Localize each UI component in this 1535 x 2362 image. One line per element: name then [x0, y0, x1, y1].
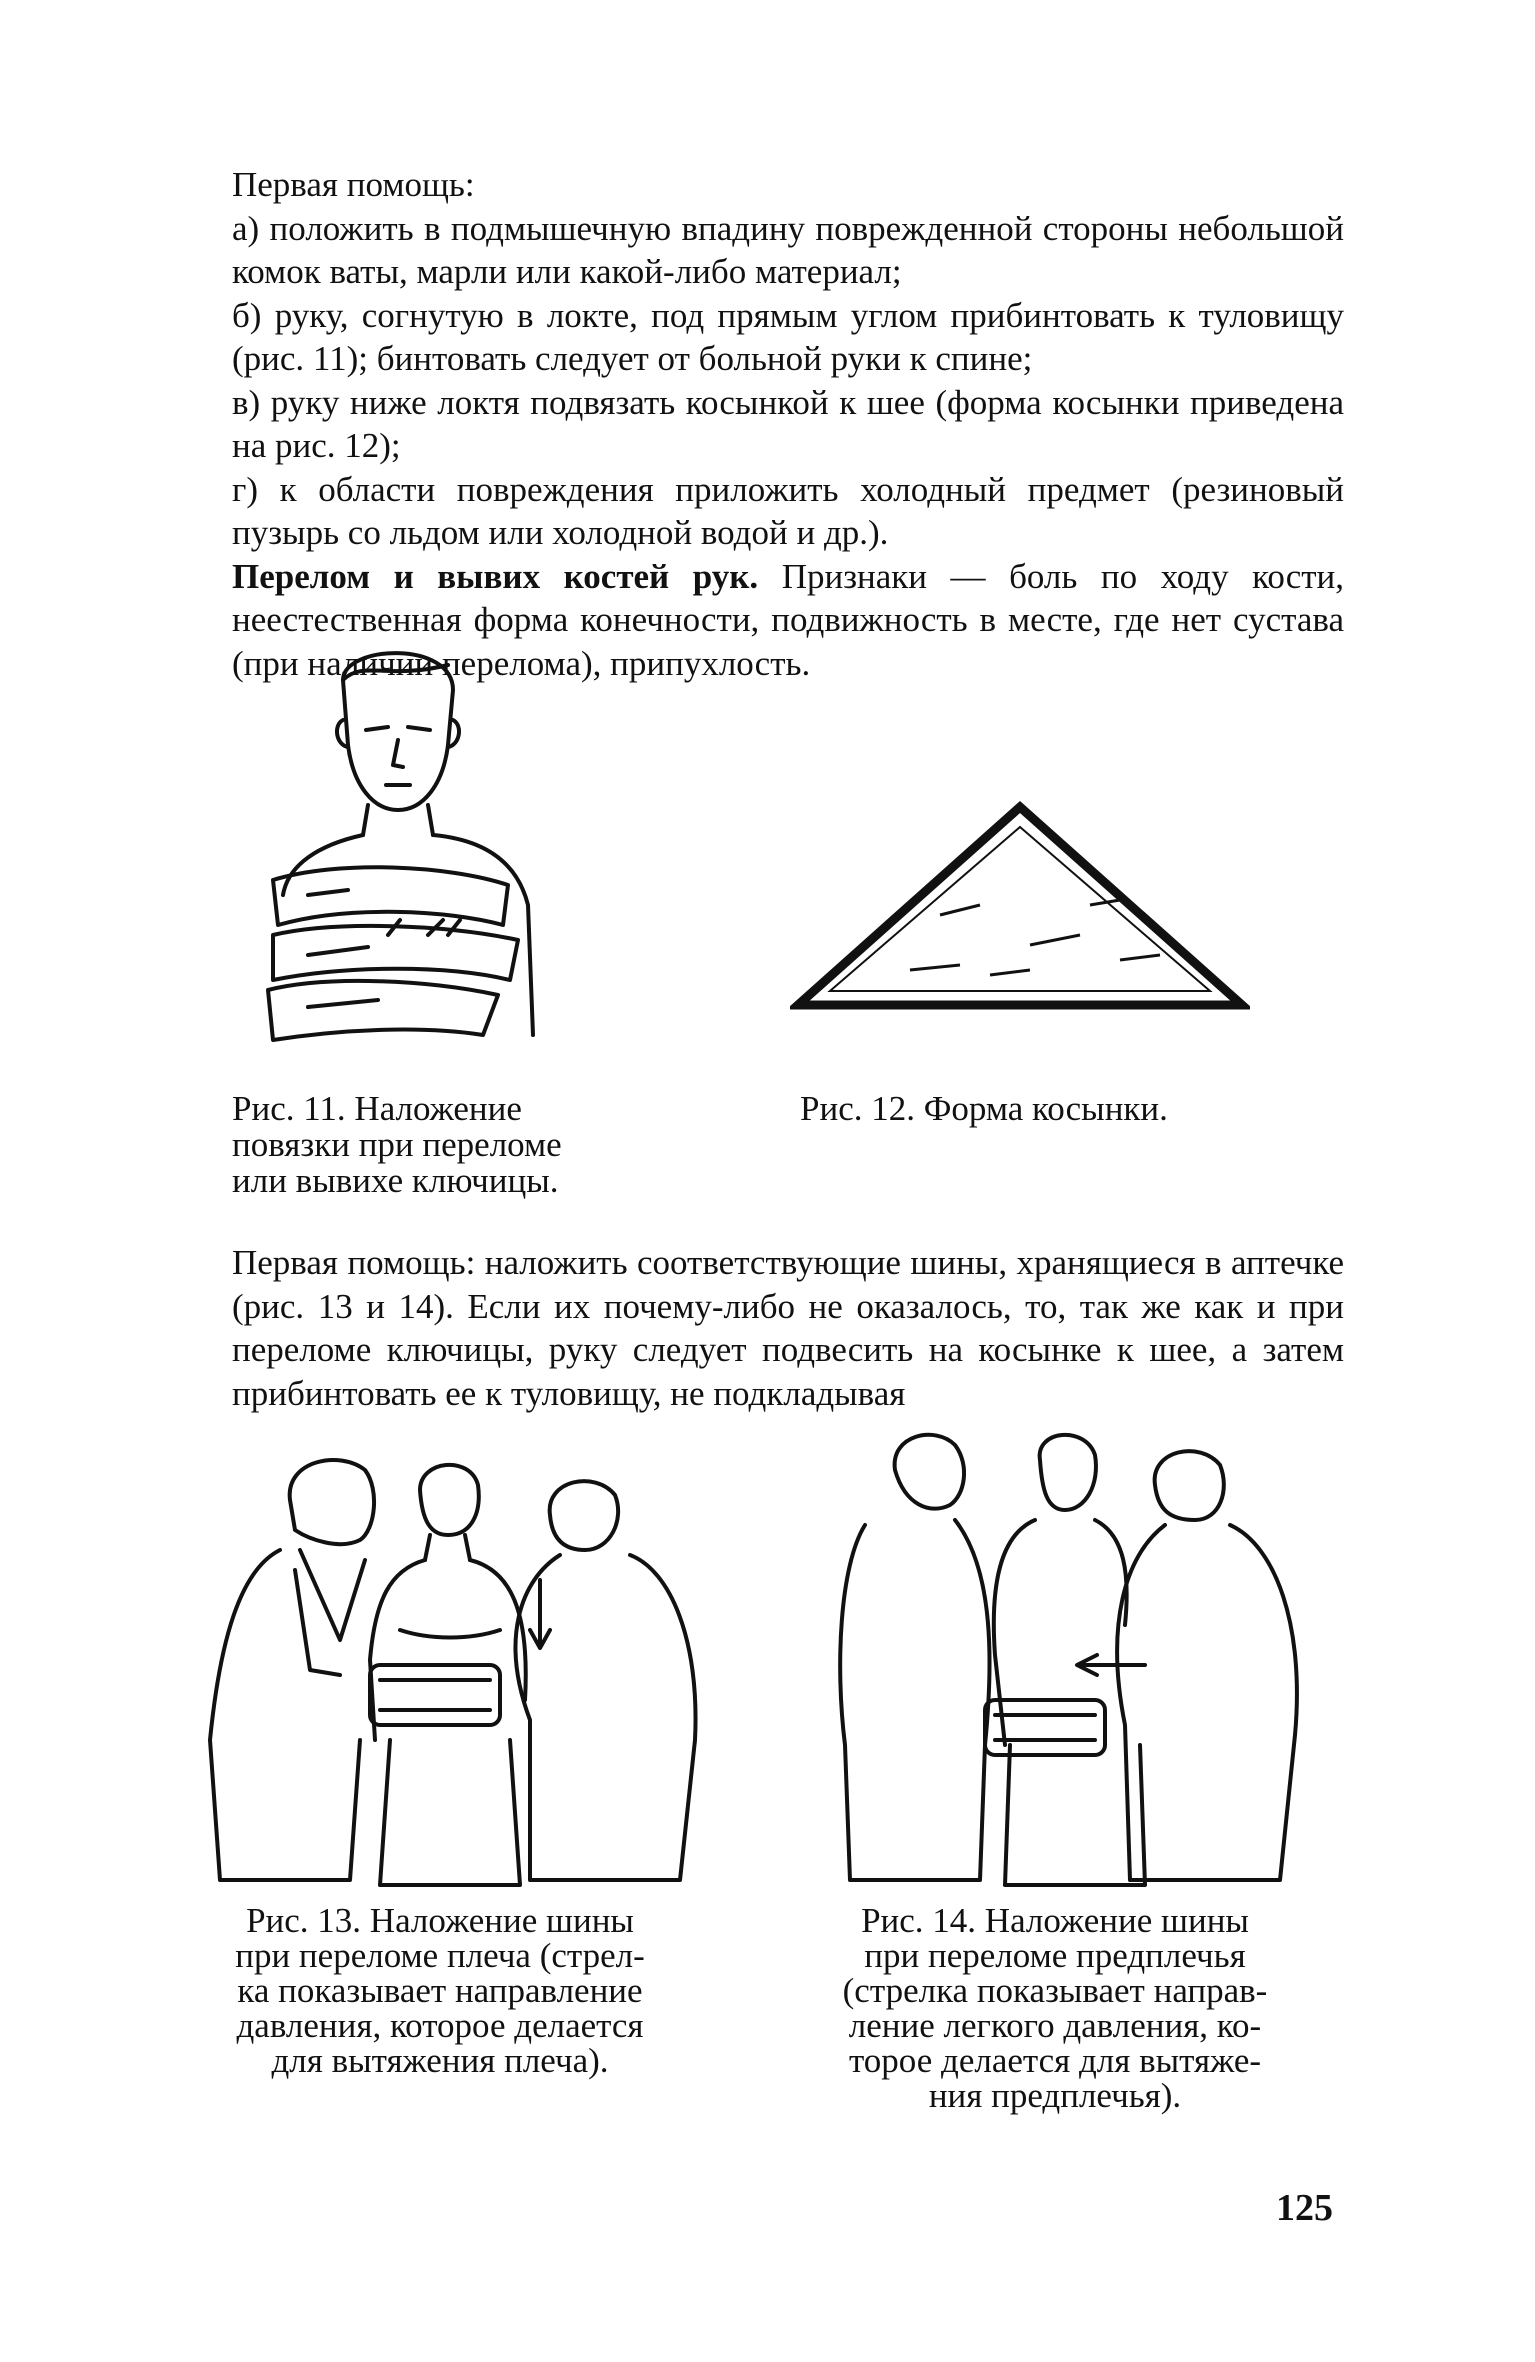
caption-fig11 — [232, 1091, 612, 1199]
first-aid-arm-paragraph: Первая помощь: наложить соответствующие шины, хранящиеся в аптечке (рис. 13 и 14). Если их почему-либо не оказалось, то, так же как и при переломе ключицы, руку следует подвесить на косынке к шее, а затем прибинтовать ее к туловищу, не подкладывая — [232, 1243, 1344, 1413]
caption-fig13 — [190, 1903, 690, 2078]
caption-fig14-line3: (стрелка показывает направ- — [842, 1971, 1268, 2010]
section-text: Признаки — боль по ходу кости, неестественная форма конечности, подвижность в месте, где нет сустава (при наличии перелома), припухлость. — [232, 556, 1345, 683]
caption-fig11-line1: Рис. 11. Наложение — [232, 1089, 522, 1128]
first-aid-item-a: а) положить в подмышечную впадину поврежденной стороны небольшой комок ваты, марли или какой-либо материал; — [232, 208, 1344, 291]
figure-11-illustration — [248, 635, 588, 1055]
caption-fig13-line1: Рис. 13. Наложение шины — [246, 1901, 634, 1940]
figure-13-illustration — [200, 1440, 710, 1890]
first-aid-item-g: г) к области повреждения приложить холодный предмет (резиновый пузырь со льдом или холодной водой и др.). — [232, 469, 1344, 552]
caption-fig11-line3: или вывихе ключицы. — [232, 1161, 559, 1200]
caption-fig11-line2: повязки при переломе — [232, 1125, 562, 1164]
caption-fig14-line6: ния предплечья). — [928, 2076, 1182, 2115]
caption-fig12: Рис. 12. Форма косынки. — [800, 1089, 1168, 1128]
caption-fig14-line2: при переломе предплечья — [864, 1936, 1246, 1975]
first-aid-arm-block — [232, 1241, 1344, 1415]
first-aid-clavicle-block — [232, 163, 1344, 685]
figure-14-illustration — [825, 1425, 1330, 1890]
first-aid-item-v: в) руку ниже локтя подвязать косынкой к шее (форма косынки приведена на рис. 12); — [232, 382, 1344, 465]
caption-fig14 — [805, 1903, 1305, 2113]
caption-fig13-line3: ка показывает направление — [237, 1971, 643, 2010]
caption-fig13-line4: давления, которое делается — [236, 2006, 644, 2045]
figure-12-illustration — [790, 795, 1250, 1020]
caption-fig14-line4: ление легкого давления, ко- — [848, 2006, 1262, 2045]
caption-fig14-line5: торое делается для вытяже- — [848, 2041, 1262, 2080]
first-aid-intro: Первая помощь: — [232, 165, 475, 204]
first-aid-item-b: б) руку, согнутую в локте, под прямым углом прибинтовать к туловищу (рис. 11); бинтовать следует от больной руки к спине; — [232, 295, 1344, 378]
page-number: 125 — [1276, 2187, 1333, 2229]
caption-fig14-line1: Рис. 14. Наложение шины — [861, 1901, 1249, 1940]
caption-fig13-line2: при переломе плеча (стрел- — [235, 1936, 645, 1975]
caption-fig13-line5: для вытяжения плеча). — [271, 2041, 609, 2080]
section-heading: Перелом и вывих костей рук. — [232, 556, 759, 596]
